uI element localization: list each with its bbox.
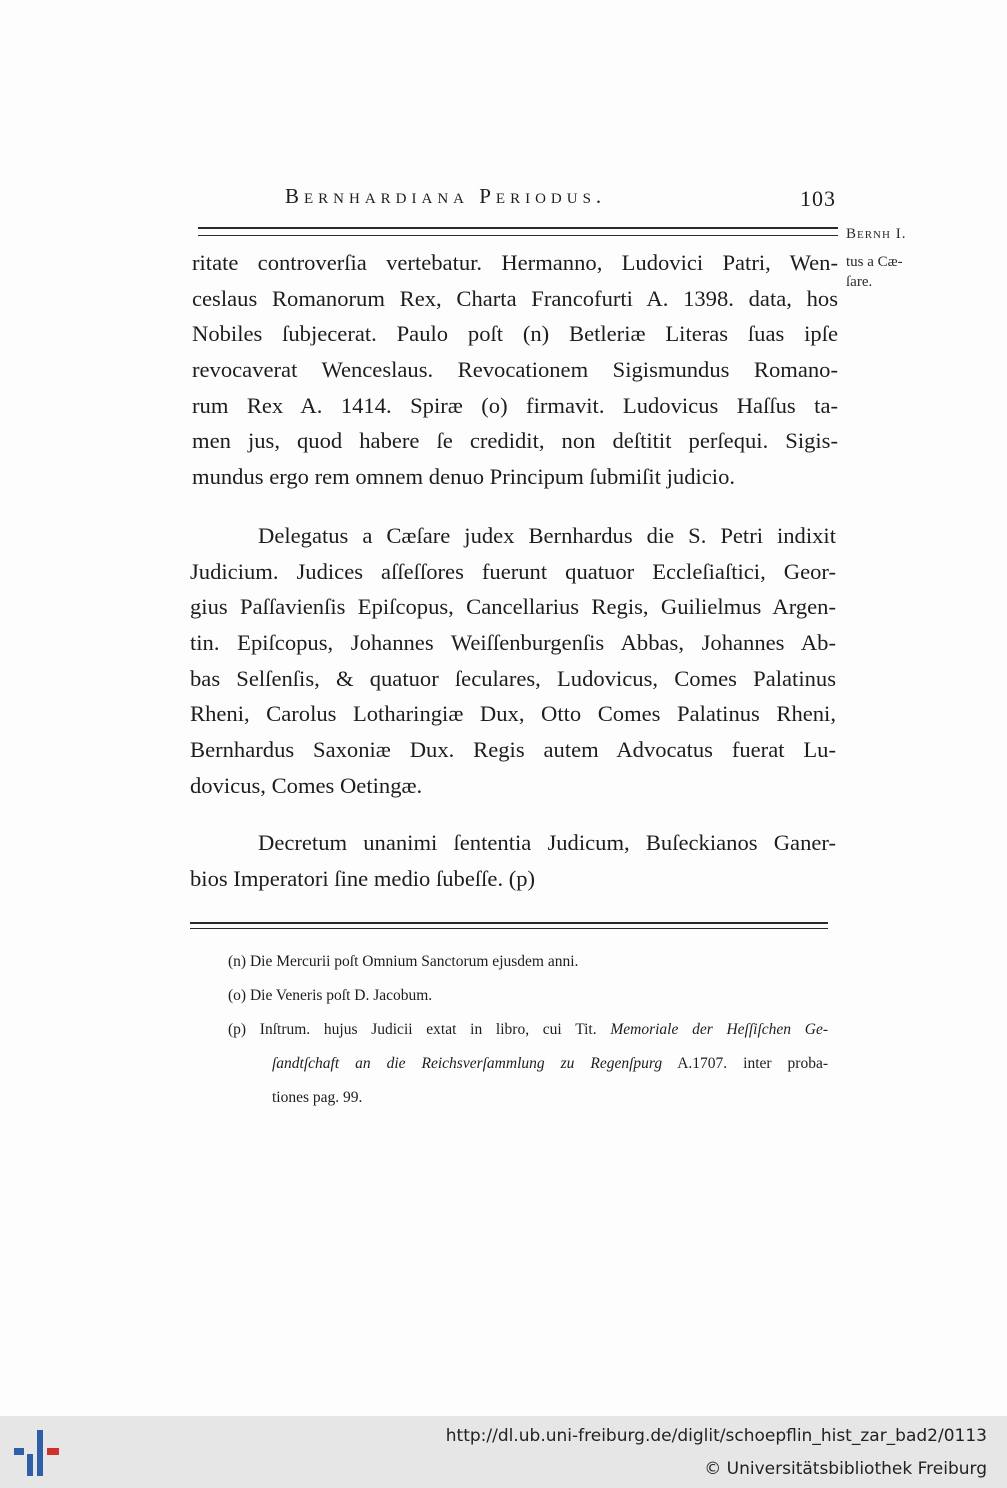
footnote-p-title: ſandtſchaft an die Reichsverſammlung zu Regenſpurg [272, 1055, 663, 1072]
text-line: Judicium. Judices aſſeſſores fuerunt quatuor Eccleſiaſtici, Geor- [190, 558, 836, 584]
margin-note-head: Bernh I. [846, 226, 907, 242]
source-url-link[interactable]: http://dl.ub.uni-freiburg.de/diglit/schoepflin_hist_zar_bad2/0113 [445, 1426, 987, 1446]
page-number: 103 [800, 186, 836, 211]
paragraph-1 [192, 245, 838, 495]
text-line: mundus ergo rem omnem denuo Principum ſubmiſit judicio. [192, 464, 736, 490]
text-line: Decretum unanimi ſententia Judicum, Buſeckianos Ganer- [258, 830, 836, 855]
footnote-p-rest: A.1707. inter proba- [677, 1055, 828, 1072]
paragraph-3 [190, 825, 836, 896]
footnote-p-title: Memoriale der Heſſiſchen Ge- [610, 1021, 828, 1038]
text-line: Delegatus a Cæſare judex Bernhardus die S. Petri indixit [258, 523, 836, 548]
text-line: revocaverat Wenceslaus. Revocationem Sigismundus Romano- [192, 357, 838, 383]
text-line: gius Paſſavienſis Epiſcopus, Cancellarius Regis, Guilielmus Argen- [190, 594, 836, 620]
running-header-title: Bernhardiana Periodus. [285, 184, 607, 208]
footnote-p [228, 1013, 828, 1047]
text-line: bas Selſenſis, & quatuor ſeculares, Ludovicus, Comes Palatinus [190, 665, 836, 691]
ub-freiburg-logo-icon[interactable] [12, 1426, 66, 1480]
text-line: ritate controverſia vertebatur. Hermanno, Ludovici Patri, Wen- [192, 250, 838, 275]
text-line: Nobiles ſubjecerat. Paulo poſt (n) Betleriæ Literas ſuas ipſe [192, 321, 838, 347]
text-line: tin. Epiſcopus, Johannes Weiſſenburgenſis Abbas, Johannes Ab- [190, 630, 836, 656]
footnote-p-start: (p) Inſtrum. hujus Judicii extat in libro, cui Tit. [228, 1021, 597, 1038]
text-line: men jus, quod habere ſe credidit, non deſtitit perſequi. Sigis- [192, 428, 838, 454]
margin-note-line: ſare. [846, 274, 873, 290]
text-line: bios Imperatori ſine medio ſubeſſe. (p) [190, 865, 536, 891]
text-line: ceslaus Romanorum Rex, Charta Francofurti A. 1398. data, hos [192, 285, 838, 311]
text-line: dovicus, Comes Oetingæ. [190, 772, 423, 798]
header-rule [198, 227, 838, 236]
margin-note [846, 224, 936, 292]
footer-bar [0, 1416, 1007, 1488]
footnote-o: (o) Die Veneris poſt D. Jacobum. [228, 987, 433, 1004]
paragraph-2 [190, 518, 836, 804]
footnote-p-end: tiones pag. 99. [272, 1089, 363, 1106]
footnote-rule [190, 922, 828, 929]
text-line: rum Rex A. 1414. Spiræ (o) firmavit. Ludovicus Haſſus ta- [192, 392, 838, 418]
text-line: Bernhardus Saxoniæ Dux. Regis autem Advocatus fuerat Lu- [190, 737, 836, 763]
footnotes [228, 945, 828, 1115]
text-line: Rheni, Carolus Lotharingiæ Dux, Otto Comes Palatinus Rheni, [190, 701, 836, 727]
footnote-n: (n) Die Mercurii poſt Omnium Sanctorum ejusdem anni. [228, 953, 579, 970]
margin-note-line: tus a Cæ- [846, 254, 903, 270]
copyright-notice: © Universitätsbibliothek Freiburg [704, 1459, 987, 1479]
footnote-p-continued [228, 1047, 828, 1081]
